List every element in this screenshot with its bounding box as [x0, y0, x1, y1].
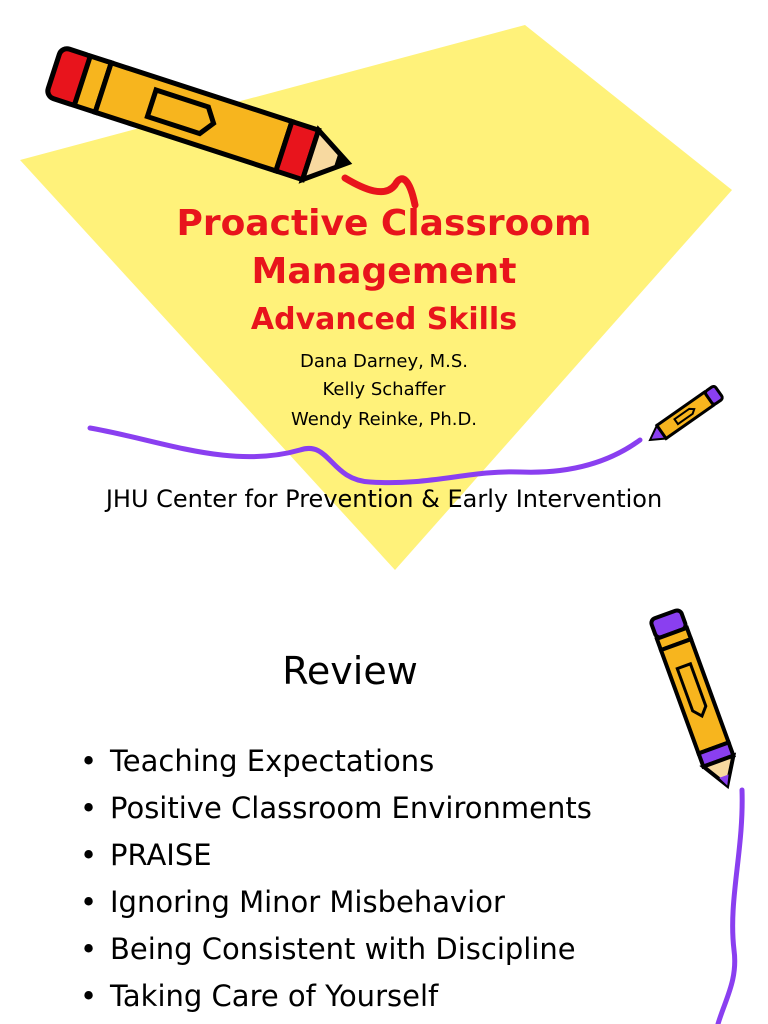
- author-name: Dana Darney, M.S.: [299, 351, 468, 372]
- bullet-glyph: •: [80, 838, 98, 872]
- review-slide: [0, 590, 768, 1024]
- author-name: Kelly Schaffer: [322, 379, 446, 400]
- purple-squiggle: [718, 790, 742, 1024]
- list-item: • Ignoring Minor Misbehavior: [80, 879, 592, 926]
- bullet-glyph: •: [80, 932, 98, 966]
- vertical-pencil-icon: [650, 609, 742, 791]
- bullet-glyph: •: [80, 744, 98, 778]
- slide-title-line-2: Management: [251, 251, 517, 292]
- list-item: • Being Consistent with Discipline: [80, 926, 592, 973]
- list-item: • PRAISE: [80, 832, 592, 879]
- list-item: • Taking Care of Yourself: [80, 973, 592, 1020]
- organization-name: JHU Center for Prevention & Early Intervention: [105, 485, 663, 513]
- slide-title-line-1: Proactive Classroom: [176, 203, 592, 244]
- bullet-glyph: •: [80, 791, 98, 825]
- bullet-glyph: •: [80, 885, 98, 919]
- bullet-list: [80, 738, 592, 1020]
- list-item: • Positive Classroom Environments: [80, 785, 592, 832]
- slide-subtitle: Advanced Skills: [250, 302, 518, 337]
- slide-title: Review: [282, 649, 418, 693]
- list-item: • Teaching Expectations: [80, 738, 592, 785]
- author-name: Wendy Reinke, Ph.D.: [290, 409, 478, 430]
- bullet-glyph: •: [80, 979, 98, 1013]
